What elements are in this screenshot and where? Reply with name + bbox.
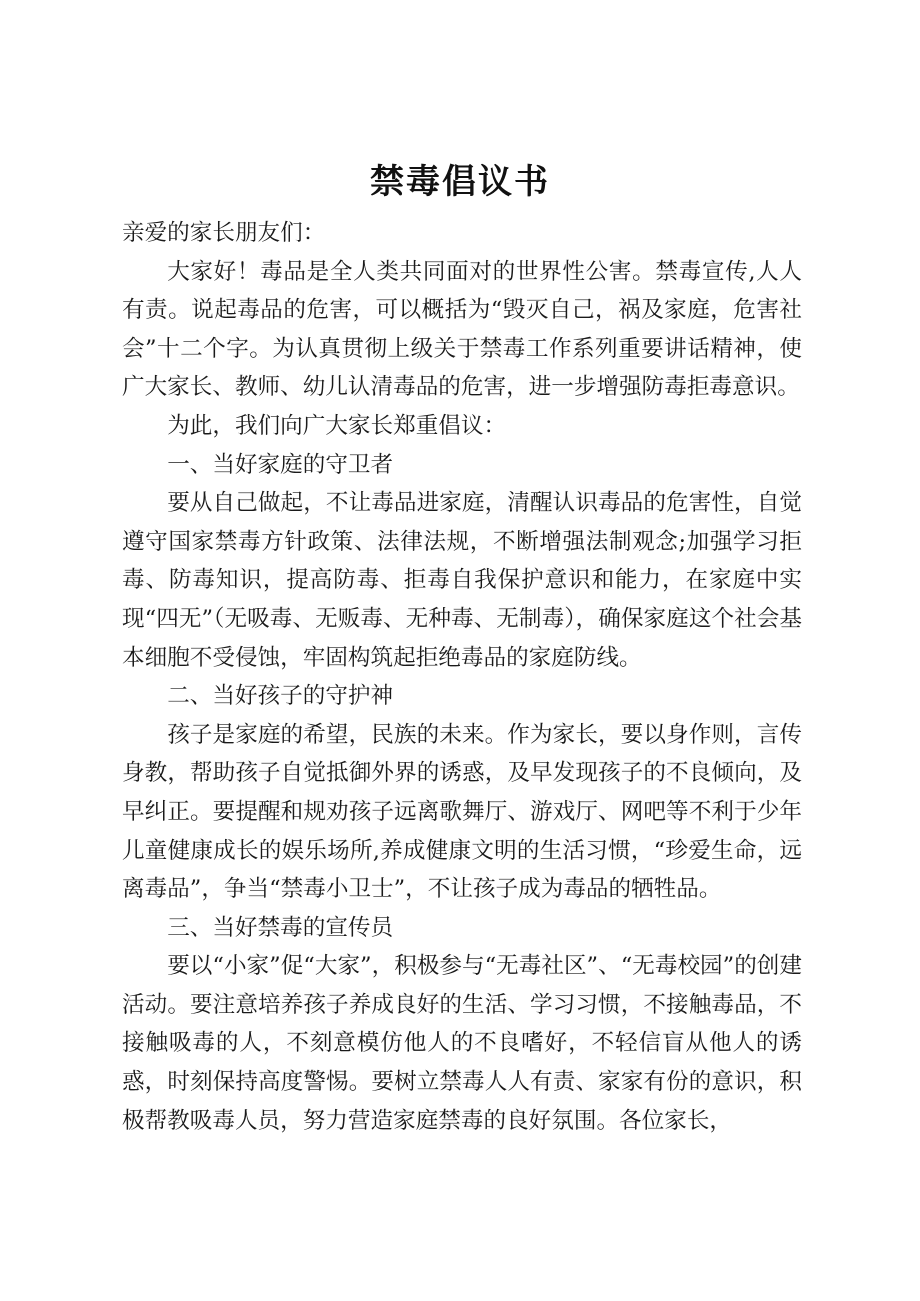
paragraph-section-1: 要从自己做起，不让毒品进家庭，清醒认识毒品的危害性，自觉遵守国家禁毒方针政策、法律法规，不断增强法制观念;加强学习拒毒、防毒知识，提高防毒、拒毒自我保护意识和能力，在家庭中实现“四无”（无吸毒、无贩毒、无种毒、无制毒），确保家庭这个社会基本细胞不受侵蚀，牢固构筑起拒绝毒品的家庭防线。 xyxy=(122,490,802,671)
heading-section-1: 一、当好家庭的守卫者 xyxy=(167,451,394,478)
paragraph-greeting: 大家好！毒品是全人类共同面对的世界性公害。禁毒宣传,人人有责。说起毒品的危害，可以概括为“毁灭自己，祸及家庭，危害社会”十二个字。为认真贯彻上级关于禁毒工作系列重要讲话精神，使广大家长、教师、幼儿认清毒品的危害，进一步增强防毒拒毒意识。 xyxy=(122,258,802,401)
paragraph-proposal-intro: 为此，我们向广大家长郑重倡议： xyxy=(167,412,507,439)
heading-section-2: 二、当好孩子的守护神 xyxy=(167,683,394,710)
salutation: 亲爱的家长朋友们： xyxy=(122,220,326,246)
heading-section-3: 三、当好禁毒的宣传员 xyxy=(167,914,394,941)
paragraph-section-2: 孩子是家庭的希望，民族的未来。作为家长，要以身作则，言传身教，帮助孩子自觉抵御外界的诱惑，及早发现孩子的不良倾向，及早纠正。要提醒和规劝孩子远离歌舞厅、游戏厅、网吧等不利于少年儿童健康成长的娱乐场所,养成健康文明的生活习惯，“珍爱生命，远离毒品”，争当“禁毒小卫士”，不让孩子成为毒品的牺牲品。 xyxy=(122,721,802,903)
document-title: 禁毒倡议书 xyxy=(370,162,550,202)
paragraph-section-3: 要以“小家”促“大家”，积极参与“无毒社区”、“无毒校园”的创建活动。要注意培养孩子养成良好的生活、学习习惯，不接触毒品，不接触吸毒的人，不刻意模仿他人的不良嗜好，不轻信盲从他人的诱惑，时刻保持高度警惕。要树立禁毒人人有责、家家有份的意识，积极帮教吸毒人员，努力营造家庭禁毒的良好氛围。各位家长， xyxy=(122,953,802,1134)
document-body xyxy=(122,214,802,1140)
